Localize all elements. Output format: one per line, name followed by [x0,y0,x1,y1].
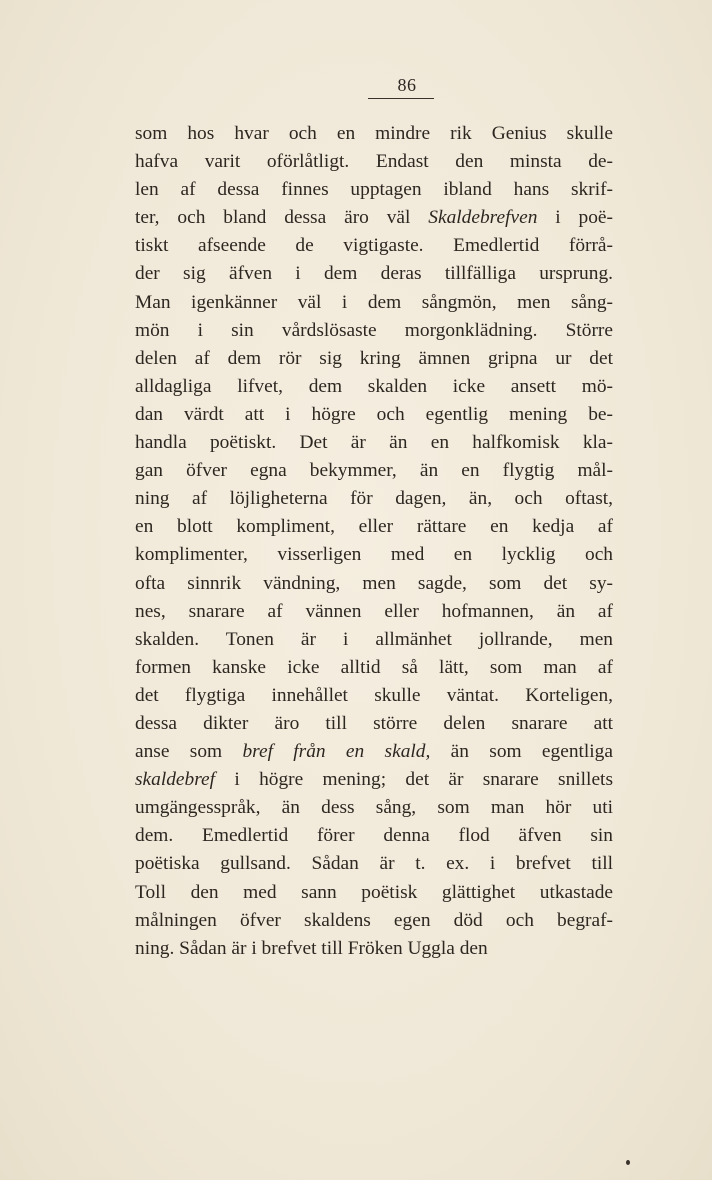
italic-title: bref från en skald, [242,741,431,763]
text-line: tiskt afseende de vigtigaste. Emedlertid förrå- [135,235,613,257]
text-line [135,738,613,766]
text-segment: i högre mening; det är snarare snillets [215,769,613,791]
text-line: ofta sinnrik vändning, men sagde, som det sy- [135,572,613,594]
text-line: gan öfver egna bekymmer, än en flygtig mål- [135,460,613,482]
text-line: der sig äfven i dem deras tillfälliga ursprung. [135,263,613,285]
text-line: som hos hvar och en mindre rik Genius skulle [135,123,613,144]
page-number: 86 [397,75,417,95]
page-number-underline [368,98,434,99]
text-line: nes, snarare af vännen eller hofmannen, än af [135,600,613,622]
text-segment: anse som [135,741,243,763]
text-line: en blott kompliment, eller rättare en kedja af [135,516,613,538]
text-line: poëtiska gullsand. Sådan är t. ex. i brefvet till [135,853,613,875]
text-line: det flygtiga innehållet skulle väntat. Korteligen, [135,684,613,706]
body-text [135,120,613,963]
text-line: skalden. Tonen är i allmänhet jollrande, men [135,628,613,650]
ink-speck [626,1160,630,1165]
text-line: Man igenkänner väl i dem sångmön, men sång- [135,291,613,313]
text-line: len af dessa finnes upptagen ibland hans skrif- [135,179,613,201]
text-line [135,204,613,232]
text-line: umgängesspråk, än dess sång, som man hör uti [135,797,613,819]
text-line [135,766,613,794]
text-line: ning af löjligheterna för dagen, än, och oftast, [135,488,613,510]
text-line: dessa dikter äro till större delen snarare att [135,712,613,734]
text-line: komplimenter, visserligen med en lycklig och [135,544,613,566]
text-segment: än som egentliga [430,741,613,763]
text-line: dan värdt att i högre och egentlig mening be- [135,403,613,425]
text-line: dem. Emedlertid förer denna flod äfven sin [135,825,613,847]
text-line: handla poëtiskt. Det är än en halfkomisk kla- [135,432,613,454]
text-line: målningen öfver skaldens egen död och begraf- [135,909,613,931]
text-line: ning. Sådan är i brefvet till Fröken Uggla den [135,937,488,959]
text-line: Toll den med sann poëtisk glättighet utkastade [135,881,613,903]
text-line: mön i sin vårdslösaste morgonklädning. Större [135,319,613,341]
italic-title: Skaldebrefven [428,207,538,229]
text-line: formen kanske icke alltid så lätt, som man af [135,656,613,678]
text-line: alldagliga lifvet, dem skalden icke ansett mö- [135,375,613,397]
text-segment: ter, och bland dessa äro väl [135,207,429,229]
text-line: hafva varit oförlåtligt. Endast den minsta de- [135,151,613,173]
text-line: delen af dem rör sig kring ämnen gripna ur det [135,347,613,369]
italic-title: skaldebref [135,769,216,791]
text-segment: i poë- [537,207,613,229]
